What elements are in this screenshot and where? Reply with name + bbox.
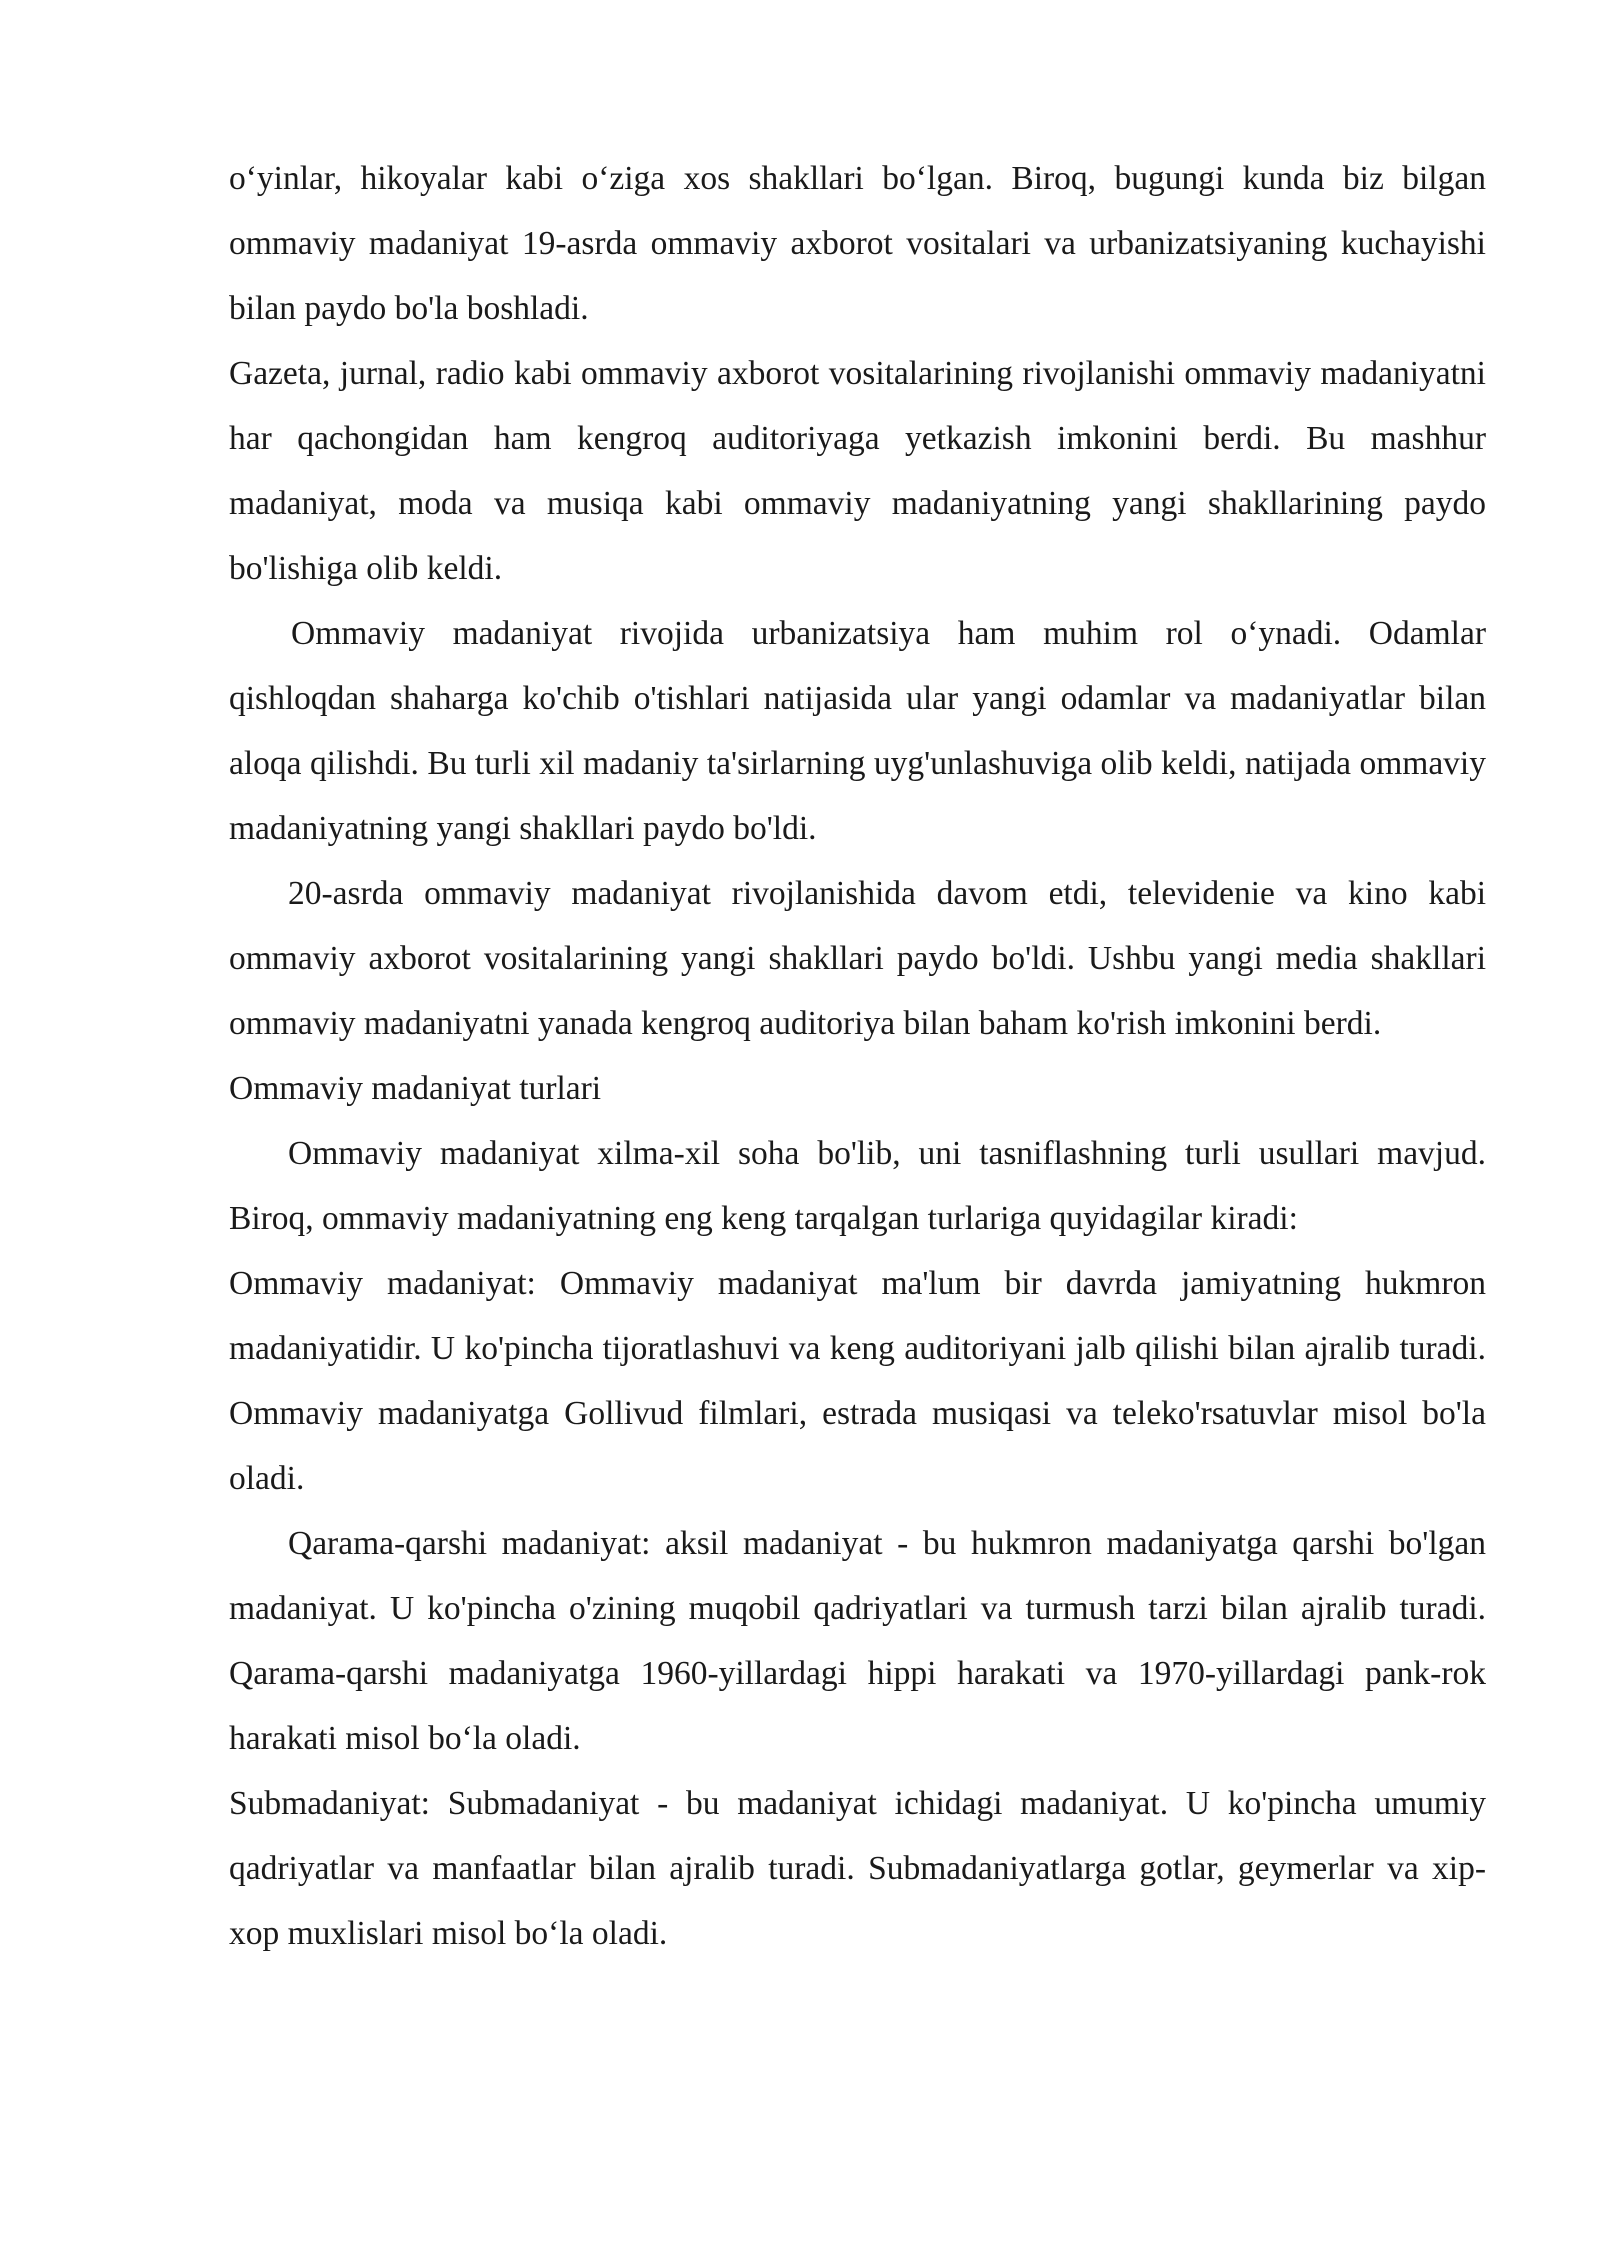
section-heading-types: Ommaviy madaniyat turlari bbox=[229, 1070, 602, 1107]
paragraph-20th-century: 20-asrda ommaviy madaniyat rivojlanishida davom etdi, televidenie va kino kabi ommaviy axborot vositalarining yangi shakllari paydo bo'ldi. Ushbu yangi media shakllari ommaviy madaniyatni yanada kengroq auditoriya bilan baham ko'rish imkonini berdi. bbox=[229, 875, 1486, 1042]
paragraph-mass-culture: Ommaviy madaniyat: Ommaviy madaniyat ma'lum bir davrda jamiyatning hukmron madaniyatidir. U ko'pincha tijoratlashuvi va keng auditoriyani jalb qilishi bilan ajralib turadi. Ommaviy madaniyatga Gollivud filmlari, estrada musiqasi va teleko'rsatuvlar misol bo'la oladi. bbox=[229, 1265, 1486, 1497]
paragraph-types-intro: Ommaviy madaniyat xilma-xil soha bo'lib, uni tasniflashning turli usullari mavjud. Biroq, ommaviy madaniyatning eng keng tarqalgan turlariga quyidagilar kiradi: bbox=[229, 1135, 1486, 1237]
document-body bbox=[229, 146, 1486, 1966]
paragraph-counterculture: Qarama-qarshi madaniyat: aksil madaniyat - bu hukmron madaniyatga qarshi bo'lgan madaniyat. U ko'pincha o'zining muqobil qadriyatlari va turmush tarzi bilan ajralib turadi. Qarama-qarshi madaniyatga 1960-yillardagi hippi harakati va 1970-yillardagi pank-rok harakati misol bo‘la oladi. bbox=[229, 1525, 1486, 1757]
paragraph-subculture: Submadaniyat: Submadaniyat - bu madaniyat ichidagi madaniyat. U ko'pincha umumiy qadriyatlar va manfaatlar bilan ajralib turadi. Submadaniyatlarga gotlar, geymerlar va xip-xop muxlislari misol bo‘la oladi. bbox=[229, 1785, 1486, 1952]
paragraph-mass-media: Gazeta, jurnal, radio kabi ommaviy axborot vositalarining rivojlanishi ommaviy madaniyatni har qachongidan ham kengroq auditoriyaga yetkazish imkonini berdi. Bu mashhur madaniyat, moda va musiqa kabi ommaviy madaniyatning yangi shakllarining paydo bo'lishiga olib keldi. bbox=[229, 355, 1486, 587]
paragraph-continuation: o‘yinlar, hikoyalar kabi o‘ziga xos shakllari bo‘lgan. Biroq, bugungi kunda biz bilgan ommaviy madaniyat 19-asrda ommaviy axborot vositalari va urbanizatsiyaning kuchayishi bilan paydo bo'la boshladi. bbox=[229, 160, 1486, 327]
paragraph-urbanization: Ommaviy madaniyat rivojida urbanizatsiya ham muhim rol o‘ynadi. Odamlar qishloqdan shaharga ko'chib o'tishlari natijasida ular yangi odamlar va madaniyatlar bilan aloqa qilishdi. Bu turli xil madaniy ta'sirlarning uyg'unlashuviga olib keldi, natijada ommaviy madaniyatning yangi shakllari paydo bo'ldi. bbox=[229, 615, 1486, 847]
